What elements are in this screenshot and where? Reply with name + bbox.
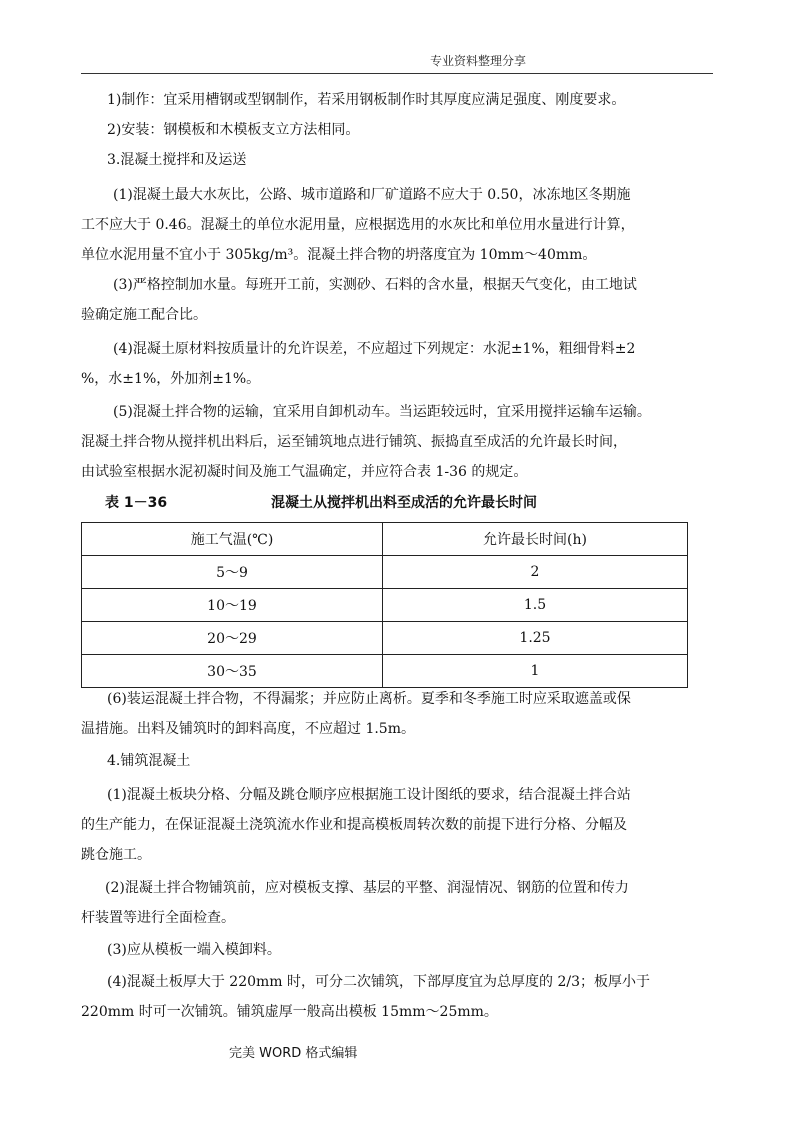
column-header-max-time: 允许最长时间(h) (383, 523, 688, 556)
paragraph-tolerance (81, 334, 721, 394)
paragraph-inspection (81, 873, 721, 933)
section-heading-text: 4.铺筑混凝土 (107, 753, 191, 769)
header-title: 专业资料整理分享 (430, 54, 527, 68)
table-row (82, 589, 688, 622)
paragraph-line: (2)混凝土拌合物铺筑前，应对模板支撑、基层的平整、润湿情况、钢筋的位置和传力 (105, 880, 629, 896)
header-rule (81, 73, 713, 74)
paragraph-line: 1)制作：宜采用槽钢或型钢制作，若采用钢板制作时其厚度应满足强度、刚度要求。 (107, 92, 626, 108)
paragraph-line: 工不应大于 0.46。混凝土的单位水泥用量，应根据选用的水灰比和单位用水量进行计算， (81, 217, 635, 233)
time-cell: 1.5 (383, 589, 688, 622)
paragraph-line: (1)混凝土板块分格、分幅及跳仓顺序应根据施工设计图纸的要求，结合混凝土拌合站 (107, 787, 631, 803)
temperature-cell: 30～35 (82, 655, 383, 688)
paragraph-line: (6)装运混凝土拌合物，不得漏浆；并应防止离析。夏季和冬季施工时应采取遮盖或保 (107, 691, 631, 707)
section-heading-paving (81, 746, 721, 776)
paragraph-line: 验确定施工配合比。 (81, 307, 207, 323)
paragraph-line: (5)混凝土拌合物的运输，宜采用自卸机动车。当运距较远时，宜采用搅拌运输车运输。 (113, 404, 651, 420)
column-header-temperature: 施工气温(℃) (82, 523, 383, 556)
paragraph-line: (4)混凝土原材料按质量计的允许误差，不应超过下列规定：水泥±1%，粗细骨料±2 (113, 341, 636, 357)
table-row (82, 556, 688, 589)
paragraph-water-control (81, 270, 721, 330)
paragraph-line: (3)严格控制加水量。每班开工前，实测砂、石料的含水量，根据天气变化，由工地试 (113, 277, 637, 293)
temperature-cell: 5～9 (82, 556, 383, 589)
table-header-row (82, 523, 688, 556)
temperature-cell: 20～29 (82, 622, 383, 655)
table-row (82, 655, 688, 688)
time-cell: 1.25 (383, 622, 688, 655)
paragraph-slab-thickness (81, 967, 721, 1027)
paragraph-line: 2)安装：钢模板和木模板支立方法相同。 (107, 122, 360, 138)
page-footer: 完美 WORD 格式编辑 (229, 1046, 358, 1061)
paragraph-line: (3)应从模板一端入模卸料。 (107, 942, 281, 958)
paragraph-line: 由试验室根据水泥初凝时间及施工气温确定，并应符合表 1-36 的规定。 (81, 464, 528, 480)
paragraph-water-cement (81, 180, 721, 270)
paragraph-line: (4)混凝土板厚大于 220mm 时，可分二次铺筑，下部厚度宜为总厚度的 2/3；板厚小于 (107, 974, 650, 990)
time-cell: 2 (383, 556, 688, 589)
paragraph-slab-division (81, 780, 721, 870)
paragraph-installation (81, 115, 721, 145)
section-heading-text: 3.混凝土搅拌和及运送 (107, 152, 247, 168)
paragraph-line: 跳仓施工。 (81, 847, 151, 863)
paragraph-line: 的生产能力，在保证混凝土浇筑流水作业和提高模板周转次数的前提下进行分格、分幅及 (81, 817, 627, 833)
paragraph-line: 220mm 时可一次铺筑。铺筑虚厚一般高出模板 15mm～25mm。 (81, 1004, 498, 1020)
time-limit-table (81, 522, 688, 688)
time-cell: 1 (383, 655, 688, 688)
table-title: 混凝土从搅拌机出料至成活的允许最长时间 (271, 495, 537, 511)
paragraph-line: %，水±1%，外加剂±1%。 (81, 371, 261, 387)
table-number: 表 1－36 (105, 495, 168, 511)
paragraph-transport (81, 397, 721, 487)
paragraph-line: 温措施。出料及铺筑时的卸料高度，不应超过 1.5m。 (81, 721, 415, 737)
temperature-cell: 10～19 (82, 589, 383, 622)
table-row (82, 622, 688, 655)
paragraph-line: (1)混凝土最大水灰比，公路、城市道路和厂矿道路不应大于 0.50，冰冻地区冬期施 (113, 187, 631, 203)
paragraph-unloading (81, 935, 721, 965)
paragraph-fabrication (81, 85, 721, 115)
paragraph-line: 混凝土拌合物从搅拌机出料后，运至铺筑地点进行铺筑、振捣直至成活的允许最长时间， (81, 434, 627, 450)
paragraph-loading (81, 684, 721, 744)
paragraph-line: 单位水泥用量不宜小于 305kg/m³。混凝土拌合物的坍落度宜为 10mm～40mm。 (81, 247, 597, 263)
paragraph-line: 杆装置等进行全面检查。 (81, 910, 235, 926)
section-heading-mixing (81, 145, 721, 175)
